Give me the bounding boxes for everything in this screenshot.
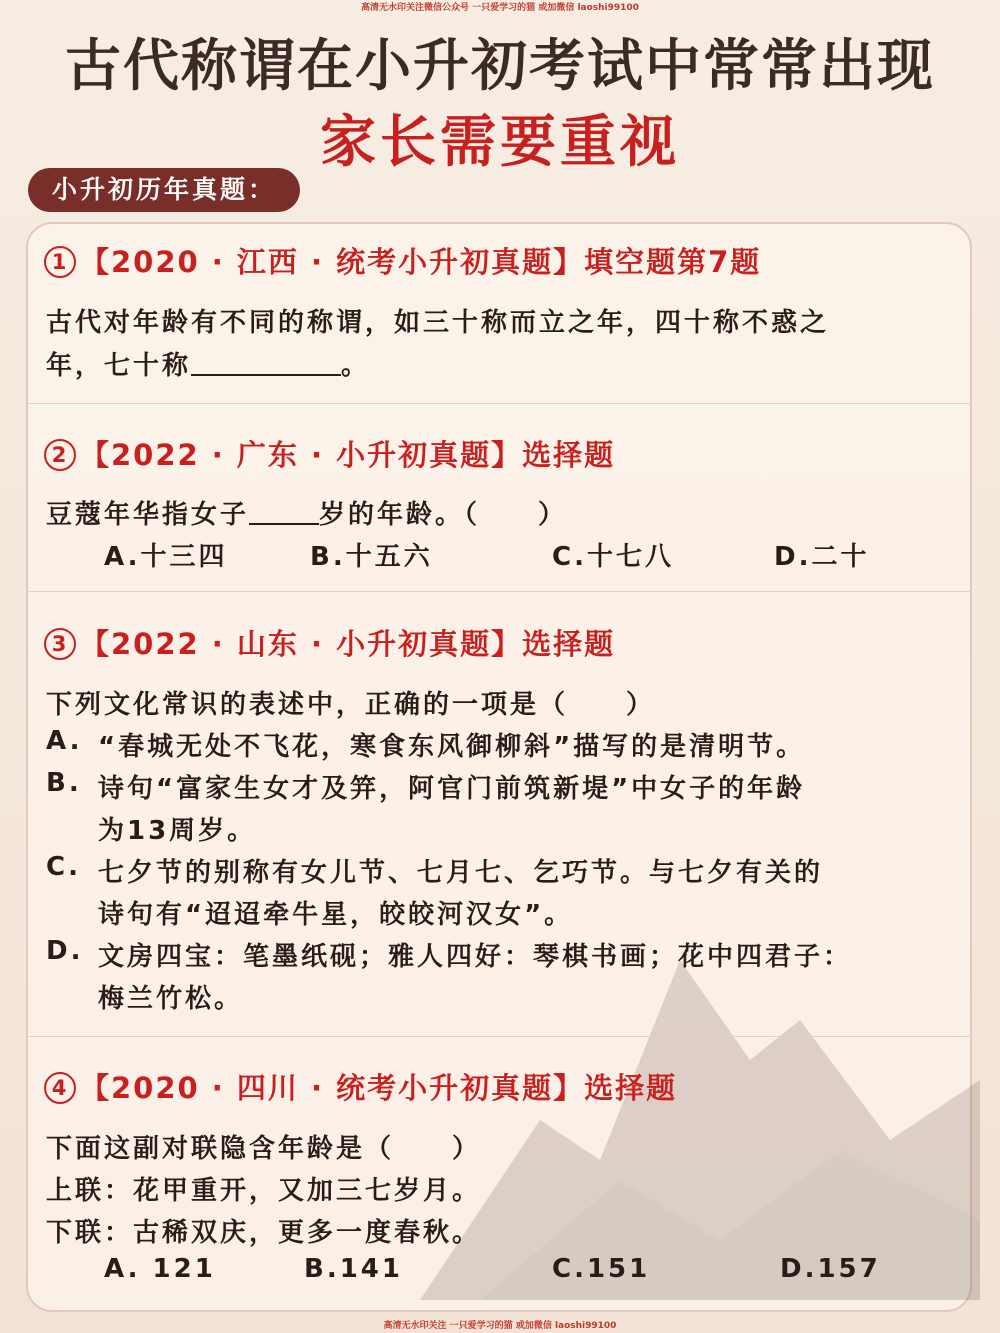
question-3-option-b-text-1: 诗句“富家生女才及笄，阿官门前筑新堤”中女子的年龄 [98, 774, 806, 804]
question-2-stem-b: 岁的年龄。（ ） [319, 500, 568, 530]
answer-blank [191, 354, 341, 376]
watermark-bottom: 高清无水印关注 一只爱学习的猫 或加微信 laoshi99100 [383, 1321, 617, 1331]
question-3-stem: 下列文化常识的表述中，正确的一项是（ ） [46, 690, 656, 720]
question-4-option-d: D.157 [780, 1254, 881, 1284]
answer-blank [249, 503, 319, 525]
divider [26, 591, 972, 592]
question-1-number: 1 [44, 246, 76, 278]
question-4-option-a: A. 121 [104, 1254, 216, 1284]
question-1-line-2 [46, 345, 370, 382]
question-2-header-text: 【2022 · 广东 · 小升初真题】选择题 [80, 438, 616, 472]
question-3-option-a-text: “春城无处不飞花，寒食东风御柳斜”描写的是清明节。 [98, 732, 806, 762]
question-1-line-1: 古代对年龄有不同的称谓，如三十称而立之年，四十称不惑之 [46, 308, 830, 338]
question-2-number: 2 [44, 439, 76, 471]
question-1-header-text: 【2020 · 江西 · 统考小升初真题】填空题第7题 [80, 245, 762, 279]
question-4-lower-couplet: 下联：古稀双庆，更多一度春秋。 [46, 1218, 482, 1248]
question-2-option-a: A.十三四 [104, 542, 228, 572]
watermark-top: 高清无水印关注微信公众号 一只爱学习的猫 或加微信 laoshi99100 [361, 3, 639, 13]
question-2-header [44, 433, 615, 474]
divider [26, 1036, 972, 1037]
question-3-number: 3 [44, 628, 76, 660]
question-3-header [44, 622, 615, 663]
question-2-stem-a: 豆蔻年华指女子 [46, 500, 250, 530]
question-1-header [44, 240, 761, 281]
section-label: 小升初历年真题： [28, 168, 300, 212]
question-4-header-text: 【2020 · 四川 · 统考小升初真题】选择题 [80, 1071, 678, 1105]
question-3-option-d-letter: D. [46, 936, 84, 966]
question-2-option-d: D.二十 [774, 542, 870, 572]
question-2-stem [46, 494, 567, 531]
question-3-option-c-text-1: 七夕节的别称有女儿节、七月七、乞巧节。与七夕有关的 [98, 858, 824, 888]
question-3-option-c-text-2: 诗句有“迢迢牵牛星，皎皎河汉女”。 [98, 900, 574, 930]
question-3-option-a-letter: A. [46, 726, 83, 756]
question-3-header-text: 【2022 · 山东 · 小升初真题】选择题 [80, 627, 616, 661]
page-title: 古代称谓在小升初考试中常常出现 [65, 33, 935, 99]
question-2-option-b: B.十五六 [310, 542, 433, 572]
question-4-option-c: C.151 [552, 1254, 651, 1284]
question-3-option-d-text-1: 文房四宝：笔墨纸砚；雅人四好：琴棋书画；花中四君子： [98, 942, 853, 972]
question-1-line-2-end: 。 [341, 351, 371, 381]
question-3-option-c-letter: C. [46, 852, 81, 882]
mountain-ink-decoration [420, 820, 980, 1300]
divider [26, 403, 972, 404]
question-4-option-b: B.141 [304, 1254, 403, 1284]
question-2-option-c: C.十七八 [552, 542, 674, 572]
question-4-stem: 下面这副对联隐含年龄是（ ） [46, 1134, 482, 1164]
question-3-option-b-letter: B. [46, 768, 82, 798]
page-subtitle: 家长需要重视 [320, 109, 680, 175]
question-4-header [44, 1066, 677, 1107]
question-3-option-d-text-2: 梅兰竹松。 [98, 984, 244, 1014]
question-4-upper-couplet: 上联：花甲重开，又加三七岁月。 [46, 1176, 482, 1206]
question-1-line-2-text: 年，七十称 [46, 351, 192, 381]
question-3-option-b-text-2: 为13周岁。 [98, 816, 257, 846]
question-4-number: 4 [44, 1072, 76, 1104]
